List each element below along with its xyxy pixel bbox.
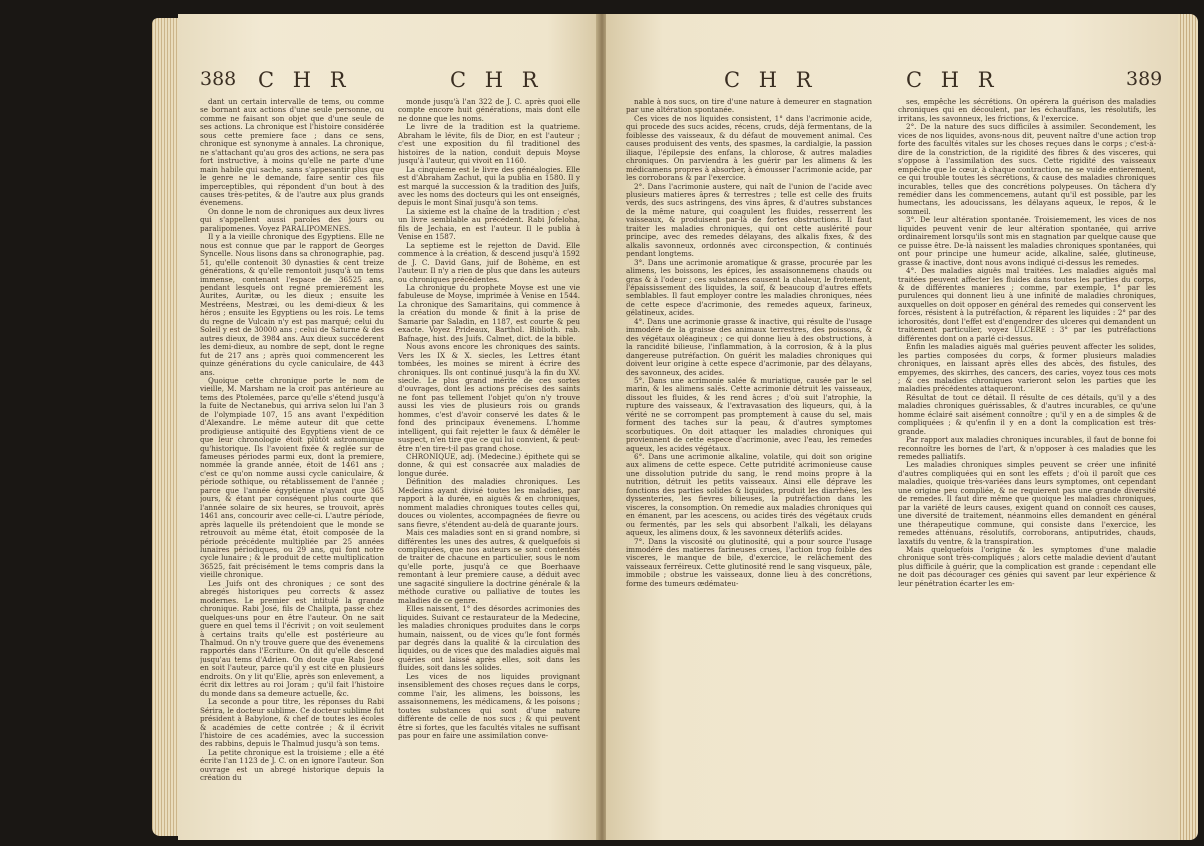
paragraph: Elles naissent, 1° des désordes acrimonies des liquides. Suivant ce restaurateur de la Medecine, les maladies chroniques produites dans le corps humain, naissent, ou de vices qu'le font formés par degrés dans la qualité & la circulation des liquides, ou de vices que des maladies aiguës mal guéries ont laissé après elles, soit dans les fluides, soit dans les solides. — [398, 604, 580, 673]
paragraph: Quoique cette chronique porte le nom de vieille, M. Marsham ne la croit pas antérieure au tems des Ptolemées, parce qu'elle s'étend jusqu'à la fuite de Nectanebus, qui arriva selon lui l'an 3 de l'olympiade 107, 15 ans avant l'expédition d'Alexandre. Le même auteur dit que cette prodigieuse antiquité des Egyptiens vient de ce que leur chronologie étoit plûtôt astronomique qu'historique. Ils l'avoient fixée & reglée sur de fameuses périodes parmi eux, dont la premiere, nommée la grande année, étoit de 1461 ans ; c'est ce qu'on nomme aussi cycle caniculaire, & période sothique, ou rétablissement de l'année ; parce que l'année égyptienne n'ayant que 365 jours, & étant par conséquent plus courte que l'année solaire de six heures, se trouvoit, après 1461 ans, concourir avec celle-ci. L'autre période, après laquelle ils prétendoient que le monde se retrouvoit au même état, étoit composée de la période précédente multipliée par 25 années lunaires périodiques, ou 29 ans, qui font notre cycle lunaire ; & le produit de cette multiplication 36525, fait précisément le tems compris dans la vieille chronique. — [200, 375, 384, 580]
paragraph: 5°. Dans une acrimonie salée & muriatique, causée par le sel marin, & les alimens salés. Cette acrimonie détruit les vaisseaux, dissout les fluides, & les rend âcres ; d'où suit l'atrophie, la rupture des vaisseaux, & l'extravasation des liqueurs, qui, à la vérité ne se corrompent pas promptement à cause du sel, mais forment des taches sur la peau, & d'autres symptomes scorbutiques. On doit attaquer les maladies chroniques qui proviennent de cette espece d'acrimonie, avec l'eau, les remedes aqueux, les acides végétaux. — [626, 375, 872, 453]
headword-left-column-1: C H R — [258, 68, 352, 92]
paragraph: Mais ces maladies sont en si grand nombre, si différentes les unes des autres, & quelquefois si compliquées, que nos auteurs se sont contentés de traiter de chacune en particulier, sous le nom qu'elle porte, jusqu'à ce que Boerhaave remontant à leur premiere cause, a déduit avec une sagacité singuliere la doctrine générale & la méthode curative ou palliative de toutes les maladies de ce genre. — [398, 528, 580, 605]
paragraph: Mais quelquefois l'origine & les symptomes d'une maladie chronique sont très-compliqués ; alors cette maladie devient d'autant plus difficile à guérir, que la complication est grande : cependant elle ne doit pas décourager ces génies qui savent par leur expérience & leur pénétration écarter les em- — [898, 545, 1156, 588]
right-page-column-1 — [626, 98, 872, 830]
paragraph: Définition des maladies chroniques. Les Medecins ayant divisé toutes les maladies, par rapport à la durée, en aiguës & en chroniques, nomment maladies chroniques toutes celles qui, douces ou violentes, accompagnées de fievre ou sans fievre, s'étendent au-delà de quarante jours. — [398, 477, 580, 529]
paragraph: 4°. Des maladies aiguës mal traitées. Les maladies aiguës mal traitées peuvent affecter les fluides dans toutes les parties du corps, & de différentes manieres ; comme, par exemple, 1° par les purulences qui donnent lieu à une infinité de maladies chroniques, auxquelles on doit opposer en général des remedes qui conservent les forces, résistent à la putréfaction, & réparent les liquides : 2° par des ichorosités, dont l'effet est d'engendrer des ulceres qui demandent un traitement particulier, voyez ULCERE : 3° par les putréfactions différentes dont on a parlé ci-dessus. — [898, 266, 1156, 343]
paragraph: On donne le nom de chroniques aux deux livres qui s'appellent aussi paroles des jours ou paralipomenes. Voyez PARALIPOMENES. — [200, 206, 384, 233]
paragraph: monde jusqu'à l'an 322 de J. C. après quoi elle compte encore huit générations, mais dont elle ne donne que les noms. — [398, 98, 580, 123]
paragraph: 6°. Dans une acrimonie alkaline, volatile, qui doit son origine aux alimens de cette espece. Cette putridité acrimonieuse cause une dissolution putride du sang, le rend moins propre à la nutrition, détruit les petits vaisseaux. Ainsi elle déprave les fonctions des parties solides & liquides, produit les diarrhées, les dyssenteries, les fievres bilieuses, la putréfaction dans les visceres, la consomption. On remedie aux maladies chroniques qui en émanent, par les acescens, ou acides tirés des végétaux cruds ou fermentés, par les sels qui absorbent l'alkali, les délayans aqueux, les alimens doux, & les savonneux déterlifs acides. — [626, 452, 872, 538]
right-page-edges — [1178, 14, 1198, 840]
paragraph: La seconde a pour titre, les réponses du Rabi Sérira, le docteur sublime. Ce docteur sublime fut président à Babylone, & chef de toutes les écoles & académies de cette contrée ; & il écrivit l'histoire de ces académies, avec la succession des rabbins, depuis le Thalmud jusqu'à son tems. — [200, 697, 384, 749]
paragraph: Il y a la vieille chronique des Egyptiens. Elle ne nous est connue que par le rapport de Georges Syncelle. Nous lisons dans sa chronographie, pag. 51, qu'elle contenoit 30 dynasties & cent treize générations, & qu'elle remontoit jusqu'à un tems immense, contenant l'espace de 36525 ans, pendant lesquels ont regné premierement les Aurites, Auritæ, ou les dieux ; ensuite les Mestréens, Mestræi, ou les demi-dieux & les héros ; ensuite les Egyptiens ou les rois. Le tems du regne de Vulcain n'y est pas marqué; celui du Soleil y est de 30000 ans ; celui de Saturne & des autres dieux, de 3984 ans. Aux dieux succéderent les demi-dieux, au nombre de sept, dont le regne fut de 217 ans ; après quoi commencerent les quinze générations du cycle caniculaire, de 443 ans. — [200, 232, 384, 377]
paragraph: 4°. Dans une acrimonie grasse & inactive, qui résulte de l'usage immodéré de la graisse des animaux terrestres, des poissons, & des végétaux oléagineux ; ce qui donne lieu à des obstructions, à la rancidité bilieuse, l'inflammation, à la corrosion, & à la plus dangereuse putréfaction. On guérit les maladies chroniques qui doivent leur origine à cette espece d'acrimonie, par des délayans, des savonneux, des acides. — [626, 316, 872, 377]
page-number-right: 389 — [1126, 68, 1163, 90]
paragraph: 3°. Dans une acrimonie aromatique & grasse, procurée par les alimens, les boissons, les épices, les assaisonnemens chauds ou gras & à l'odeur ; ces substances causent la chaleur, le frotement, l'épaississement des liquides, la soif, & beaucoup d'autres effets semblables. Il faut employer contre les maladies chroniques, nées de cette espece d'acrimonie, des remedes aqueux, farineux, gélatineux, acides. — [626, 257, 872, 318]
paragraph: ses, empêche les sécrétions. On opérera la guérison des maladies chroniques qui en découlent, par les échauffans, les résolutifs, les irritans, les savonneux, les frictions, & l'exercice. — [898, 98, 1156, 123]
paragraph: La sixieme est la chaîne de la tradition ; c'est un livre semblable au précédent. Rabi Jofeloha, fils de Jechaia, en est l'auteur. Il le publia à Venise en 1587. — [398, 206, 580, 242]
paragraph: La petite chronique est la troisieme ; elle a été écrite l'an 1123 de J. C. on en ignore l'auteur. Son ouvrage est un abregé historique depuis la création du — [200, 747, 384, 783]
paragraph: Le livre de la tradition est la quatrieme. Abraham le lévite, fils de Dior, en est l'auteur ; c'est une exposition du fil traditionel des histoires de la nation, conduit depuis Moyse jusqu'à l'auteur, qui vivoit en 1160. — [398, 122, 580, 166]
headword-right-column-2: C H R — [906, 68, 1000, 92]
left-page-column-1 — [200, 98, 384, 830]
paragraph: Les Juifs ont des chroniques ; ce sont des abregés historiques peu corrects & assez modernes. Le premier est intitulé la grande chronique. Rabi José, fils de Chalipta, passe chez quelques-uns pour en être l'auteur. On ne sait guere en quel tems il l'écrivit ; on voit seulement à certains traits qu'elle est postérieure au Thalmud. On n'y trouve guere que des évenemens rapportés dans l'Ecriture. On dit qu'elle descend jusqu'au tems d'Adrien. On doute que Rabi José en soit l'auteur, parce qu'il y est cité en plusieurs endroits. On y lit qu'Elie, après son enlevement, a écrit dix lettres au roi Joram ; qu'il fait l'histoire du monde dans sa demeure actuelle, &c. — [200, 578, 384, 698]
paragraph: La chronique du prophete Moyse est une vie fabuleuse de Moyse, imprimée à Venise en 1544. La chronique des Samaritains, qui commence à la création du monde & finit à la prise de Samarie par Saladin, en 1187, est courte & peu exacte. Voyez Prideaux, Barthol. Biblioth. rab. Bafnage, hist. des Juifs. Calmet, dict. de la bible. — [398, 282, 580, 343]
left-page — [178, 14, 598, 840]
paragraph: CHRONIQUE, adj. (Medecine.) épithete qui se donne, & qui est consacrée aux maladies de longue durée. — [398, 452, 580, 478]
right-page-column-2 — [898, 98, 1156, 830]
paragraph: Les maladies chroniques simples peuvent se créer une infinité d'autres compliquées qui en sont les effets ; d'où il paroît que ces maladies, quoique très-variées dans leurs symptomes, ont cependant une origine peu compliée, & ne requierent pas une grande diversité de remedes. Il faut dire même que quoique les maladies chroniques, par la variété de leurs causes, exigent quand on connoît ces causes, une diversité de traitement, néanmoins elles demandent en général une thérapeutique commune, qui consiste dans l'exercice, les remedes atténuans, résolutifs, corroborans, antiputrides, chauds, laxatifs du ventre, & la transpiration. — [898, 460, 1156, 546]
paragraph: dant un certain intervalle de tems, ou comme se bornant aux actions d'une seule personne, ou comme ne faisant son objet que d'une seule de ses actions. La chronique est l'histoire considérée sous cette premiere face ; dans ce sens, chronique est synonyme à annales. La chronique, ne s'attachant qu'au gros des actions, ne sera pas fort instructive, à moins qu'elle ne parte d'une main habile qui sache, sans s'appesantir plus que le genre ne le demande, faire sentir ces fils imperceptibles, qui répondent d'un bout à des causes très-petites, & de l'autre aux plus grands évenemens. — [200, 98, 384, 208]
running-head-left-page — [178, 68, 598, 98]
paragraph: Ces vices de nos liquides consistent, 1° dans l'acrimonie acide, qui procede des sucs acides, récens, cruds, déjà fermentans, de la foiblesse des vaisseaux, & du défaut de mouvement animal. Ces causes produisent des vents, des spasmes, la cardialgie, la passion iliaque, l'épilepsie des enfans, la chlorose, & autres maladies chroniques. On parviendra à les guérir par les alimens & les médicamens propres à absorber, à émousser l'acrimonie acide, par les corroborans & par l'exercice. — [626, 113, 872, 183]
right-page — [606, 14, 1178, 840]
paragraph: Les vices de nos liquides provignant insensiblement des choses reçues dans le corps, comme l'air, les alimens, les boissons, les assaisonnemens, les médicamens, & les poisons ; toutes substances qui sont d'une nature différente de celle de nos sucs ; & qui peuvent être si fortes, que les facultés vitales ne suffisant pas pour en faire une assimilation conve- — [398, 671, 580, 740]
paragraph: Enfin les maladies aiguës mal guéries peuvent affecter les solides, les parties composées du corps, & former plusieurs maladies chroniques, en laissant après elles des abcès, des fistules, des empyemes, des skirrhes, des cancers, des caries, voyez tous ces mots ; & ces maladies chroniques varieront selon les parties que les maladies précédentes attaqueront. — [898, 342, 1156, 394]
paragraph: 2°. De la nature des sucs difficiles à assimiler. Secondement, les vices de nos liquides, avons-nous dit, peuvent naître d'une action trop forte des facultés vitales sur les choses reçues dans le corps ; c'est-à-dire de la constriction, de la rigidité des fibres & des visceres, qui s'oppose à l'assimilation des sucs. Cette rigidité des vaisseaux empêche que le cœur, à chaque contraction, ne se vuide entierement, ce qui trouble toutes les sécrétions, & cause des maladies chroniques incurables, telles que des concrétions polypeuses. On tâchera d'y remédier dans les commencemens, autant qu'il est possible, par les humectans, les adoucissans, les délayans aqueux, le repos, & le sommeil. — [898, 122, 1156, 216]
paragraph: Par rapport aux maladies chroniques incurables, il faut de bonne foi reconnoître les bornes de l'art, & n'opposer à ces maladies que les remedes palliatifs. — [898, 435, 1156, 462]
paragraph: 2°. Dans l'acrimonie austere, qui naît de l'union de l'acide avec plusieurs matieres âpres & terrestres ; telle est celle des fruits verds, des sucs astringens, des vins âpres, & d'autres substances de la même nature, qui coagulent les fluides, resserrent les vaisseaux, & produisent par-là de fortes obstructions. Il faut traiter les maladies chroniques, qui ont cette auslérité pour principe, avec des remedes délayans, des alkalis fixes, & des alkalis savonneux, ordonnés avec circonspection, & continués pendant longtems. — [626, 181, 872, 259]
headword-left-column-2: C H R — [450, 68, 544, 92]
page-number-left: 388 — [200, 68, 237, 90]
paragraph: nable à nos sucs, on tire d'une nature à demeurer en stagnation par une altération spontanée. — [626, 98, 872, 115]
paragraph: 7°. Dans la viscosité ou glutinosité, qui a pour source l'usage immodéré des matieres farineuses crues, l'action trop foible des visceres, le manque de bile, d'exercice, le relâchement des vaisseaux ferréireux. Cette glutinosité rend le sang visqueux, pâle, immobile ; obstrue les vaisseaux, donne lieu à des concrétions, forme des tumeurs œdémateu- — [626, 536, 872, 588]
paragraph: 3°. De leur altération spontanée. Troisiemement, les vices de nos liquides peuvent venir de leur altération spontanée, qui arrive ordinairement lorsqu'ils sont mis en stagnation par quelque cause que ce puisse être. De-là naissent les maladies chroniques spontanées, qui ont pour principe une humeur acide, alkaline, salée, glutineuse, grasse & inactive, dont nous avons indiqué ci-dessus les remedes. — [898, 215, 1156, 267]
paragraph: Résultat de tout ce détail. Il résulte de ces détails, qu'il y a des maladies chroniques guérissables, & d'autres incurables, ce qu'une homme éclairé sait aisément connoître ; qu'il y en a de simples & de compliquées ; & qu'enfin il y en a dont la complication est très-grande. — [898, 392, 1156, 436]
paragraph: Nous avons encore les chroniques des saints. Vers les IX & X. siecles, les Lettres étant tombées, les moines se mirent à écrire des chroniques. Ils ont continué jusqu'à la fin du XV. siecle. Le plus grand mérite de ces sortes d'ouvrages, dont les actions précises des saints ne font pas tellement l'objet qu'on n'y trouve aussi les vies de plusieurs rois ou grands hommes, c'est d'avoir conservé les dates & le fond des principaux évenemens. L'homme intelligent, qui fait rejetter le faux & démêler le suspect, n'en tire que ce qui lui convient, & peut-être n'en tire-t-il pas grand chose. — [398, 342, 580, 453]
running-head-right-page — [606, 68, 1178, 98]
left-page-column-2 — [398, 98, 580, 830]
paragraph: La septieme est le rejetton de David. Elle commence à la création, & descend jusqu'à 1592 de J. C. David Gans, juif de Bohème, en est l'auteur. Il n'y a rien de plus que dans les auteurs ou chroniques précédentes. — [398, 240, 580, 284]
headword-right-column-1: C H R — [724, 68, 818, 92]
left-page-edges — [152, 18, 178, 836]
paragraph: La cinquieme est le livre des généalogies. Elle est d'Abraham Zachut, qui la publia en 1580. Il y est marqué la succession & la tradition des Juifs, avec les noms des docteurs qui les ont enseignés, depuis le mont Sinaï jusqu'à son tems. — [398, 164, 580, 208]
